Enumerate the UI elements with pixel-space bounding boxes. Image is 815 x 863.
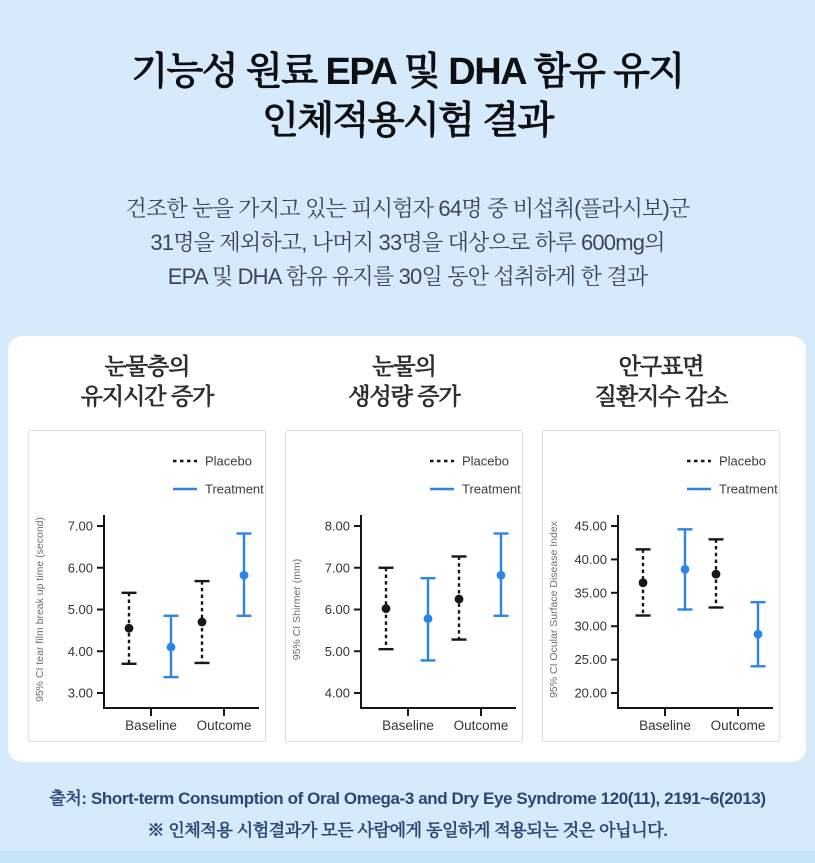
- chart-title-line: 눈물의: [372, 353, 436, 379]
- mean-marker: [125, 624, 134, 633]
- page-title: [0, 48, 815, 145]
- x-tick-label: Baseline: [382, 718, 434, 733]
- y-tick-label: 3.00: [67, 685, 93, 701]
- charts-panel: [8, 336, 806, 762]
- y-axis-label: 95% CI Shirmer (mm): [291, 558, 303, 661]
- chart-col-schirmer: [285, 336, 523, 733]
- legend-placebo: [173, 454, 252, 469]
- mean-marker: [639, 578, 648, 587]
- chart-plot-tear-film: [28, 430, 266, 742]
- y-tick-label: 45.00: [574, 518, 607, 534]
- axes: [611, 515, 773, 716]
- y-tick-label: 25.00: [574, 652, 607, 668]
- page-title-line1: 기능성 원료 EPA 및 DHA 함유 유지: [131, 51, 684, 93]
- errorbar-placebo-outcome: [195, 581, 210, 663]
- legend: [173, 454, 264, 497]
- errorbar-treatment-baseline: [678, 529, 693, 609]
- errorbar-treatment-outcome: [237, 534, 252, 616]
- mean-marker: [240, 571, 249, 580]
- page-title-line2: 인체적용시험 결과: [262, 99, 553, 142]
- legend-treatment: [430, 482, 521, 497]
- chart-col-osdi: [542, 336, 780, 733]
- y-tick-label: 6.00: [324, 602, 350, 617]
- axes: [354, 515, 516, 716]
- legend-label: Treatment: [719, 481, 778, 497]
- y-tick-label: 8.00: [324, 518, 350, 534]
- y-tick-label: 40.00: [574, 551, 607, 567]
- chart-title-line: 안구표면: [618, 353, 704, 379]
- chart-svg: [543, 431, 779, 741]
- y-tick-label: 30.00: [574, 618, 607, 634]
- legend: [430, 454, 521, 497]
- errorbar-treatment-baseline: [421, 578, 436, 660]
- legend-label: Placebo: [205, 453, 252, 469]
- errorbar-treatment-outcome: [494, 534, 509, 616]
- mean-marker: [712, 570, 721, 579]
- legend-treatment: [173, 482, 264, 497]
- y-tick-label: 20.00: [574, 685, 607, 701]
- chart-title-osdi: [542, 336, 780, 415]
- y-tick-label: 6.00: [67, 560, 93, 576]
- legend-placebo: [687, 454, 766, 469]
- errorbar-treatment-outcome: [751, 602, 766, 666]
- legend-label: Treatment: [205, 481, 264, 497]
- errorbar-placebo-baseline: [122, 593, 137, 664]
- x-tick-label: Outcome: [196, 718, 252, 733]
- source-citation: [0, 783, 815, 847]
- y-tick-label: 35.00: [574, 585, 607, 601]
- legend-treatment: [687, 482, 778, 497]
- legend: [687, 454, 778, 497]
- chart-title-line: 생성량 증가: [348, 383, 460, 410]
- legend-placebo: [430, 454, 509, 469]
- intro-text: [0, 192, 815, 294]
- errorbar-placebo-baseline: [636, 549, 651, 615]
- mean-marker: [681, 565, 690, 574]
- source-line1: 출처: Short-term Consumption of Oral Omega-3 and Dry Eye Syndrome 120(11), 2191~6(2013): [49, 789, 766, 808]
- y-tick-label: 5.00: [67, 602, 93, 617]
- mean-marker: [382, 604, 391, 613]
- x-tick-label: Baseline: [125, 718, 177, 733]
- mean-marker: [455, 595, 464, 604]
- legend-label: Placebo: [719, 453, 766, 469]
- errorbar-placebo-outcome: [452, 556, 467, 639]
- chart-plot-schirmer: [285, 430, 523, 742]
- intro-line3: EPA 및 DHA 함유 유지를 30일 동안 섭취하게 한 결과: [167, 264, 648, 289]
- y-tick-label: 4.00: [324, 685, 350, 701]
- y-axis-label: 95% CI tear film break up time (second): [34, 517, 46, 702]
- y-tick-label: 5.00: [324, 643, 350, 659]
- y-tick-label: 4.00: [67, 643, 93, 659]
- x-tick-label: Outcome: [710, 718, 766, 733]
- errorbar-placebo-outcome: [709, 539, 724, 607]
- legend-label: Placebo: [462, 453, 509, 469]
- chart-title-line: 눈물층의: [104, 353, 190, 379]
- chart-title-line: 유지시간 증가: [80, 383, 214, 410]
- chart-svg: [286, 431, 522, 741]
- chart-title-schirmer: [285, 336, 523, 415]
- y-axis-label: 95% CI Ocular Surface Disease Index: [548, 521, 560, 698]
- errorbar-treatment-baseline: [164, 616, 179, 677]
- mean-marker: [754, 630, 763, 639]
- source-line2: ※ 인체적용 시험결과가 모든 사람에게 동일하게 적용되는 것은 아닙니다.: [147, 821, 668, 840]
- mean-marker: [198, 618, 207, 627]
- chart-title-line: 질환지수 감소: [594, 383, 728, 410]
- errorbar-placebo-baseline: [379, 568, 394, 649]
- legend-label: Treatment: [462, 481, 521, 497]
- chart-plot-osdi: [542, 430, 780, 742]
- mean-marker: [424, 614, 433, 623]
- intro-line1: 건조한 눈을 가지고 있는 피시험자 64명 중 비섭취(플라시보)군: [125, 196, 690, 221]
- y-tick-label: 7.00: [324, 560, 350, 576]
- chart-col-tear-film: [28, 336, 266, 733]
- chart-title-tear-film: [28, 336, 266, 415]
- x-tick-label: Outcome: [453, 718, 509, 733]
- bottom-strip: [0, 851, 815, 863]
- mean-marker: [497, 571, 506, 580]
- intro-line2: 31명을 제외하고, 나머지 33명을 대상으로 하루 600mg의: [150, 230, 665, 255]
- x-tick-label: Baseline: [639, 718, 691, 733]
- y-tick-label: 7.00: [67, 518, 93, 534]
- chart-svg: [29, 431, 265, 741]
- mean-marker: [167, 643, 176, 652]
